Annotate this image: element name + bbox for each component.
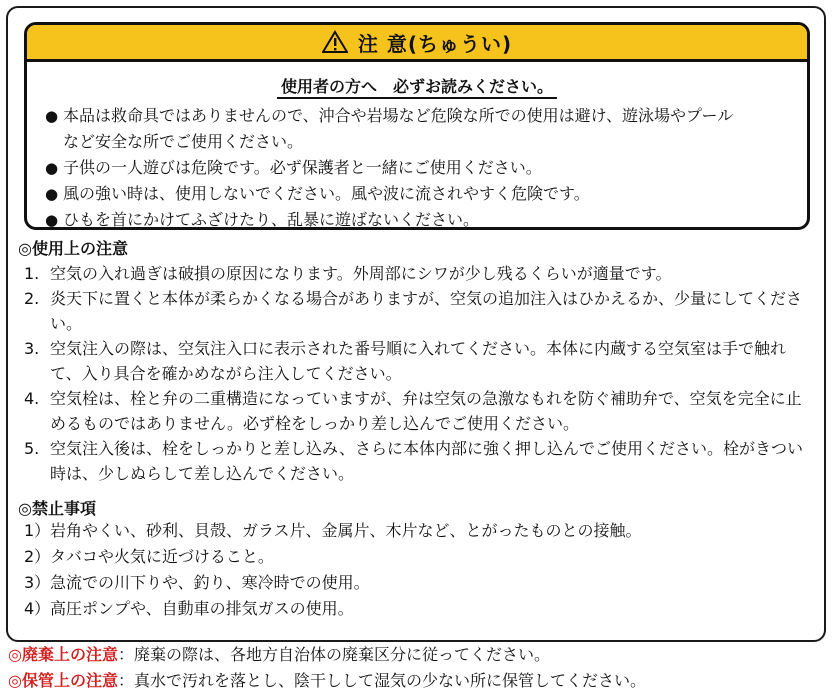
- warning-item: ● 本品は救命具ではありませんので、沖合や岩場など危険な所での使用は避け、遊泳場やプール など安全な所でご使用ください。: [45, 103, 807, 155]
- list-item: 5. 空気注入後は、栓をしっかりと差し込み、さらに本体内部に強く押し込んでご使用ください。栓がきつい時は、少しぬらして差し込んでください。: [24, 439, 803, 483]
- storage-note: [8, 668, 646, 691]
- usage-section-title: ◎使用上の注意: [18, 239, 128, 258]
- usage-list: [24, 261, 814, 486]
- warning-header: [27, 25, 807, 62]
- warning-item: ● 子供の一人遊びは危険です。必ず保護者と一緒にご使用ください。: [45, 155, 807, 181]
- list-item: 4） 高圧ポンプや、自動車の排気ガスの使用。: [24, 599, 354, 618]
- list-item: 1） 岩角やくい、砂利、貝殻、ガラス片、金属片、木片など、とがったものとの接触。: [24, 521, 642, 540]
- warning-box: [24, 22, 810, 230]
- disposal-note: [8, 642, 550, 665]
- list-item: 3. 空気注入の際は、空気注入口に表示された番号順に入れてください。本体に内蔵する空気室は手で触れて、入り具合を確かめながら注入してください。: [24, 339, 787, 383]
- prohibited-list: [24, 518, 814, 622]
- warning-list: [45, 103, 807, 230]
- disposal-label: ◎廃棄上の注意: [8, 645, 118, 664]
- disposal-text: ：廃棄の際は、各地方自治体の廃棄区分に従ってください。: [117, 645, 550, 664]
- warning-subtitle: 使用者の方へ 必ずお読みください。: [27, 74, 807, 97]
- list-item: 1. 空気の入れ過ぎは破損の原因になります。外周部にシワが少し残るくらいが適量です。: [24, 264, 672, 283]
- list-item: 2） タバコや火気に近づけること。: [24, 547, 274, 566]
- list-item: 4. 空気栓は、栓と弁の二重構造になっていますが、弁は空気の急激なもれを防ぐ補助弁で、空気を完全に止めるものではありません。必ず栓をしっかり差し込んでご使用ください。: [24, 389, 802, 433]
- warning-triangle-icon: [322, 30, 348, 54]
- list-item: 3） 急流での川下りや、釣り、寒冷時での使用。: [24, 573, 370, 592]
- warning-item: ● ひもを首にかけてふざけたり、乱暴に遊ばないください。: [45, 207, 807, 230]
- storage-label: ◎保管上の注意: [8, 671, 118, 690]
- warning-item: ● 風の強い時は、使用しないでください。風や波に流されやすく危険です。: [45, 181, 807, 207]
- warning-title: 注 意(ちゅうい): [357, 31, 513, 56]
- prohibited-section-title: ◎禁止事項: [18, 499, 96, 518]
- storage-text: ：真水で汚れを落とし、陰干しして湿気の少ない所に保管してください。: [117, 671, 646, 690]
- list-item: 2. 炎天下に置くと本体が柔らかくなる場合がありますが、空気の追加注入はひかえるか、少量にしてください。: [24, 289, 803, 333]
